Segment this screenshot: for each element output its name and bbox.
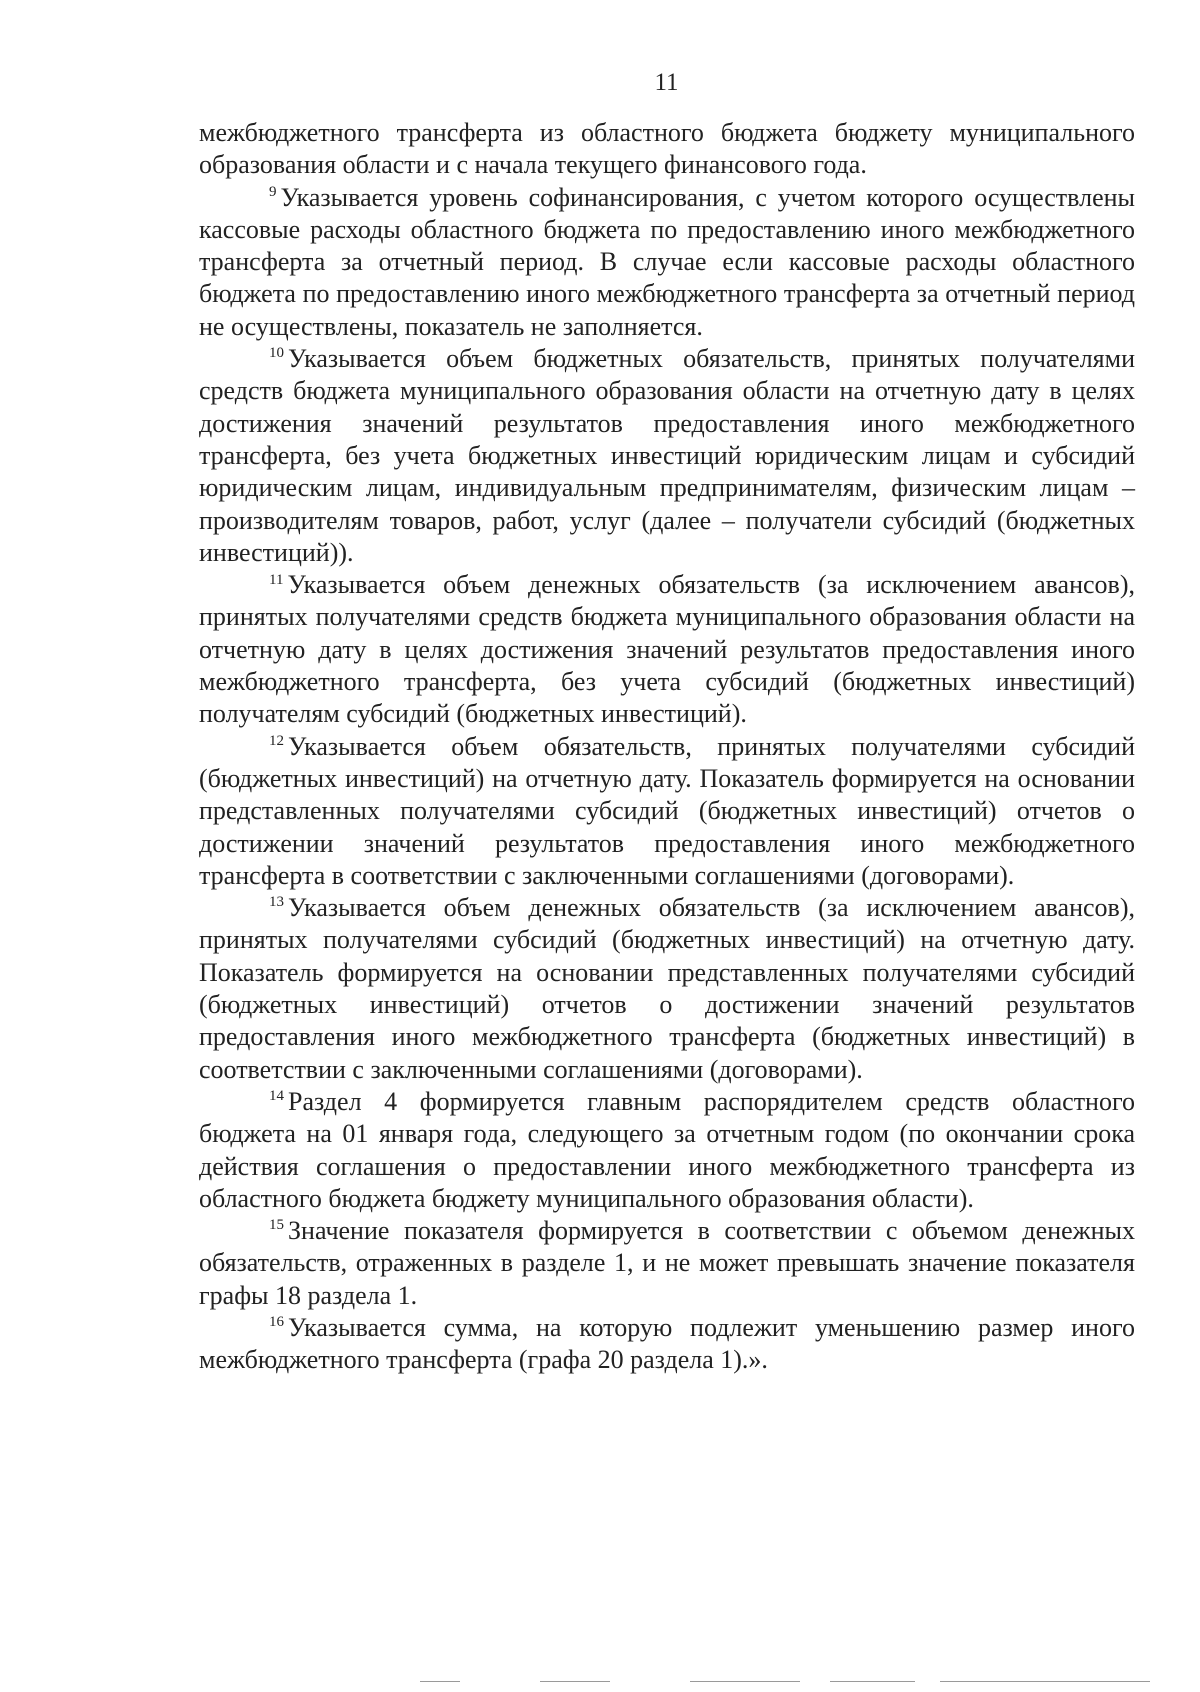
footnote-text: Указывается объем обязательств, принятых получателями субсидий (бюджетных инвестиций) на отчетную дату. Показатель формируется на основании представленных получателями субсидий (бюджетных инвестиций) отчетов о достижении значений результатов предоставления иного межбюджетного трансферта в соответствии с заключенными соглашениями (договорами). xyxy=(199,731,1135,890)
footnote-mark: 9 xyxy=(269,183,277,200)
document-body xyxy=(199,117,1135,1377)
footnote-text: Указывается сумма, на которую подлежит уменьшению размер иного межбюджетного трансферта (графа 20 раздела 1).». xyxy=(199,1312,1135,1375)
intro-paragraph: межбюджетного трансферта из областного бюджета бюджету муниципального образования области и с начала текущего финансового года. xyxy=(199,118,1135,180)
footnote-mark: 16 xyxy=(269,1314,284,1331)
footnote-mark: 12 xyxy=(269,732,284,749)
footnote-mark: 10 xyxy=(269,345,284,362)
footnote-text: Указывается объем денежных обязательств (за исключением авансов), принятых получателями средств бюджета муниципального образования области на отчетную дату в целях достижения значений результатов предоставления иного межбюджетного трансферта, без учета субсидий (бюджетных инвестиций) получателям субсидий (бюджетных инвестиций). xyxy=(199,570,1135,729)
footnote-10 xyxy=(199,343,1135,569)
scan-artifact-lines xyxy=(420,1678,1160,1686)
footnote-13 xyxy=(199,892,1135,1086)
footnote-text: Указывается уровень софинансирования, с учетом которого осуществлены кассовые расходы областного бюджета по предоставлению иного межбюджетного трансферта за отчетный период. В случае если кассовые расходы областного бюджета по предоставлению иного межбюджетного трансферта за отчетный период не осуществлены, показатель не заполняется. xyxy=(199,182,1135,341)
footnote-15 xyxy=(199,1215,1135,1312)
footnote-mark: 11 xyxy=(269,571,284,588)
footnote-mark: 14 xyxy=(269,1088,284,1105)
footnote-16 xyxy=(199,1312,1135,1377)
footnote-11 xyxy=(199,569,1135,730)
footnote-9 xyxy=(199,182,1135,343)
footnote-text: Указывается объем бюджетных обязательств, принятых получателями средств бюджета муниципального образования области на отчетную дату в целях достижения значений результатов предоставления иного межбюджетного трансферта, без учета бюджетных инвестиций юридическим лицам и субсидий юридическим лицам, индивидуальным предпринимателям, физическим лицам – производителям товаров, работ, услуг (далее – получатели субсидий (бюджетных инвестиций)). xyxy=(199,344,1135,567)
footnote-text: Значение показателя формируется в соответствии с объемом денежных обязательств, отраженных в разделе 1, и не может превышать значение показателя графы 18 раздела 1. xyxy=(199,1216,1135,1310)
footnote-mark: 13 xyxy=(269,894,284,911)
footnote-text: Указывается объем денежных обязательств (за исключением авансов), принятых получателями субсидий (бюджетных инвестиций) на отчетную дату. Показатель формируется на основании представленных получателями субсидий (бюджетных инвестиций) отчетов о достижении значений результатов предоставления иного межбюджетного трансферта (бюджетных инвестиций) в соответствии с заключенными соглашениями (договорами). xyxy=(199,893,1135,1084)
footnote-14 xyxy=(199,1086,1135,1215)
footnote-text: Раздел 4 формируется главным распорядителем средств областного бюджета на 01 января года, следующего за отчетным годом (по окончании срока действия соглашения о предоставлении иного межбюджетного трансферта из областного бюджета бюджету муниципального образования области). xyxy=(199,1086,1135,1213)
footnote-12 xyxy=(199,731,1135,892)
page-number: 11 xyxy=(654,69,679,96)
footnote-mark: 15 xyxy=(269,1217,284,1234)
